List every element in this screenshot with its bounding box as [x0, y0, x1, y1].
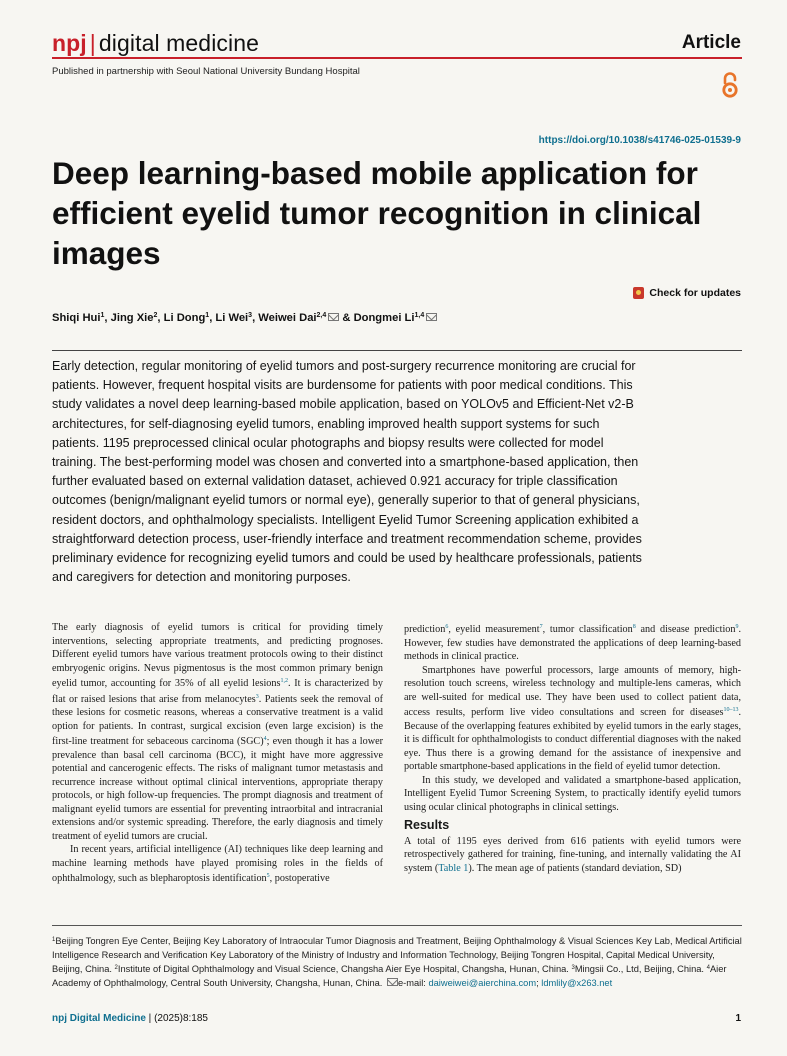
reference-superscript[interactable]: 10–13: [723, 707, 739, 713]
footer-citation: [52, 1013, 208, 1024]
doi-link[interactable]: https://doi.org/10.1038/s41746-025-01539-9: [538, 135, 741, 146]
author-name[interactable]: Jing Xie: [110, 312, 154, 324]
reference-superscript[interactable]: 4: [263, 736, 267, 742]
author-affiliation-marker: 3: [248, 312, 253, 319]
results-heading: Results: [404, 818, 450, 832]
reference-superscript[interactable]: 2: [114, 965, 118, 972]
table-link[interactable]: Table 1: [438, 862, 469, 874]
affiliations-rule: [52, 925, 742, 926]
reference-superscript[interactable]: 6: [445, 624, 449, 630]
footer-journal-name[interactable]: npj Digital Medicine: [52, 1013, 146, 1024]
author-name[interactable]: Li Dong: [163, 312, 206, 324]
footer-separator: |: [145, 1013, 155, 1024]
author-list: Shiqi Hui$^1$, Jing Xie$^2$, Li Dong$^1$, Li Wei$^3$, Weiwei Dai$^{2,4}$ & Dongmei Li$^{1,4}$: [52, 312, 437, 324]
reference-superscript[interactable]: 5: [266, 873, 270, 879]
body-column-right: [404, 621, 741, 875]
reference-superscript[interactable]: 3: [571, 965, 575, 972]
reference-superscript[interactable]: 3: [255, 693, 259, 700]
article-title: Deep learning-based mobile application for efficient eyelid tumor recognition in clinical images: [52, 155, 702, 271]
affiliations: $^1$Beijing Tongren Eye Center, Beijing Key Laboratory of Intraocular Tumor Diagnosis and Treatment, Beijing Ophthalmology & Visual Sciences Key Lab, Medical Artificial Intelligence Research and Verification Key Laboratory of the Ministry of Industry and Information Technology, Beijing Tongren Hospital, Capital Medical University, Beijing, China. $^2$Institute of Digital Ophthalmology and Visual Science, Changsha Aier Eye Hospital, Changsha, Hunan, China. $^3$Mingsii Co., Ltd, Beijing, China. $^4$Aier Academy of Ophthalmology, Central South University, Changsha, Hunan, China. e-mail: daiweiwei@aierchina.com; ldmlily@x263.net: [52, 936, 742, 988]
author-affiliation-marker: 1: [205, 312, 210, 319]
header-rule: [52, 57, 742, 59]
email-link[interactable]: ldmlily@x263.net: [541, 977, 613, 988]
author-affiliation-marker: 1: [100, 312, 105, 319]
article-type-label: Article: [681, 32, 741, 53]
author-name[interactable]: Shiqi Hui: [52, 312, 101, 324]
paragraph: A total of 1195 eyes derived from 616 patients with eyelid tumors were retrospectively gathered for training, fine-tuning, and internally validating the AI system (Table 1). The mean age of patients (standard deviation, SD): [404, 835, 741, 874]
brand-npj: npj: [52, 30, 87, 56]
reference-superscript[interactable]: 9: [735, 624, 739, 630]
brand-name: digital medicine: [98, 30, 260, 56]
author-name[interactable]: Li Wei: [215, 312, 249, 324]
reference-superscript[interactable]: 1,2: [280, 678, 288, 684]
footer-volume: (2025)8:185: [154, 1013, 208, 1024]
paragraph: prediction$^6$, eyelid measurement$^7$, tumor classification$^8$ and disease prediction$^9$. However, few studies have demonstrated the applications of deep learning-based methods in clinical practice.: [404, 624, 742, 662]
mail-icon[interactable]: [426, 313, 437, 321]
mail-icon: [387, 978, 398, 986]
author-affiliation-marker: 2: [153, 312, 158, 319]
author-affiliation-marker: 2,4: [316, 312, 327, 319]
reference-superscript[interactable]: 8: [632, 624, 636, 630]
email-link[interactable]: daiweiwei@aierchina.com: [428, 977, 537, 988]
check-updates-label: Check for updates: [649, 287, 741, 299]
body-column-left: [52, 621, 383, 886]
paragraph: In this study, we developed and validated a smartphone-based application, Intelligent Eyelid Tumor Screening System, to practically identify eyelid tumors using ocular clinical photographs in clinical settings.: [404, 774, 741, 813]
author-name[interactable]: Dongmei Li: [353, 312, 415, 324]
brand-separator: |: [89, 30, 96, 56]
reference-superscript[interactable]: 7: [539, 624, 543, 630]
journal-brand: [52, 30, 259, 57]
abstract-rule: [52, 350, 742, 351]
mail-icon[interactable]: [328, 313, 339, 321]
author-name[interactable]: Weiwei Dai: [258, 312, 317, 324]
check-updates-button[interactable]: [633, 287, 741, 299]
reference-superscript[interactable]: 4: [706, 965, 710, 972]
partnership-note: Published in partnership with Seoul National University Bundang Hospital: [52, 66, 360, 77]
paragraph: In recent years, artificial intelligence (AI) techniques like deep learning and machine learning methods have played promising roles in the fields of ophthalmology, such as blepharoptosis identification$^5$, postoperative: [52, 844, 383, 884]
paragraph: Smartphones have powerful processors, large amounts of memory, high-resolution touch screens, wireless technology and multiple-lens cameras, which are well-suited for medical use. They have been used to collect patient data, access results, perform live video consultations and screen for diseases$^{10-13}$. Because of the overlapping features exhibited by eyelid tumors in the early stages, it is difficult for ophthalmologists to conduct differential diagnoses with the naked eye. Thus there is a growing demand for the assistance of inexpensive and portable smartphone-based applications in the field of eyelid tumor detection.: [404, 664, 741, 772]
page-number: 1: [735, 1013, 741, 1024]
check-updates-icon: [633, 287, 644, 299]
open-access-icon: [720, 71, 740, 99]
abstract: Early detection, regular monitoring of eyelid tumors and post-surgery recurrence monitoring are crucial for patients. However, frequent hospital visits are burdensome for patients with poor medical conditions. This study validates a novel deep learning-based mobile application, based on YOLOv5 and Efficient-Net v2-B architectures, for self-diagnosing eyelid tumors, enabling improved health support systems for such patients. 1195 preprocessed clinical ocular photographs and biopsy results were collected for model training. The best-performing model was chosen and converted into a smartphone-based application, then further evaluated based on external validation dataset, achieved 0.921 accuracy for triple classification outcomes (benign/malignant eyelid tumors or normal eye), generally superior to that of general physicians, resident doctors, and ophthalmology specialists. Intelligent Eyelid Tumor Screening application exhibited a straightforward detection process, user-friendly interface and treatment recommendation scheme, provides preliminary evidence for recognizing eyelid tumors and could be used by healthcare professionals, patients and caregivers for detection and monitoring purposes.: [52, 359, 642, 585]
author-affiliation-marker: 1,4: [414, 312, 425, 319]
paragraph: The early diagnosis of eyelid tumors is critical for providing timely interventions, selecting appropriate treatments, and predicting prognoses. Different eyelid tumors have various treatment protocols owing to their distinct embryogenic origins. Nevus pigmentosus is the most common primary benign eyelid tumor, accounting for 35% of all eyelid lesions$^{1,2}$. It is characterized by flat or raised lesions that arise from melanocytes$^3$. Patients seek the removal of these lesions for cosmetic reasons, whereas a conservative treatment is a valid option for patients. In contrast, surgical excision (even large excision) is the first-line treatment for sebaceous carcinoma (SGC)$^4$; even though it has a lower prevalence than basal cell carcinoma (BCC), it might have more aggressive potential and cancerogenic effects. The risks of malignant tumor metastasis and recurrence increase without optimal clinical interventions, appropriate therapy protocols, or high follow-up frequencies. The prompt diagnosis and treatment of malignant eyelid tumors are essential for preventing intraorbital and intracranial extensions and/or systemic spreading. Therefore, the early diagnosis and timely treatment of eyelid tumors are crucial.: [52, 622, 383, 842]
reference-superscript[interactable]: 1: [52, 937, 56, 943]
